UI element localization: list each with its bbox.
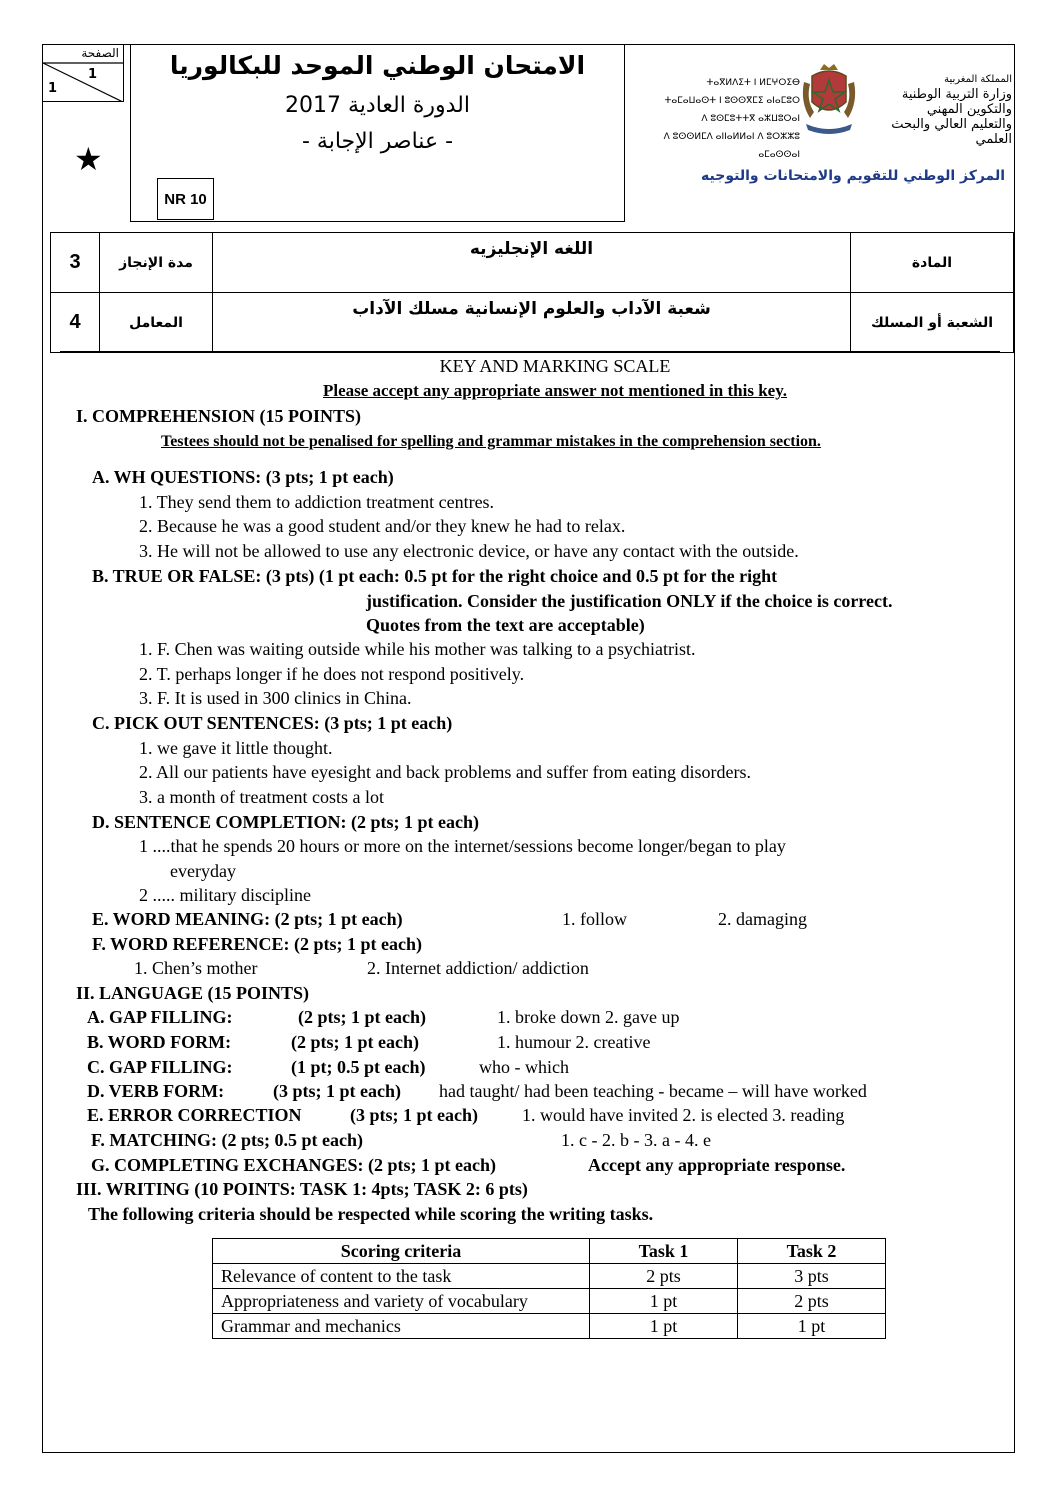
word-reference-answer: 1. Chen’s mother: [134, 958, 258, 978]
sentence-completion-heading: D. SENTENCE COMPLETION: (2 pts; 1 pt each): [92, 812, 480, 832]
word-form-answers: 1. humour 2. creative: [497, 1032, 651, 1052]
exam-info-table: [50, 232, 1014, 353]
table-cell: 1 pt: [590, 1314, 738, 1339]
error-correction-heading: E. ERROR CORRECTION: [87, 1105, 302, 1125]
table-row: [213, 1264, 886, 1289]
list-item: 3. F. It is used in 300 clinics in China.: [139, 688, 412, 708]
word-meaning-heading: E. WORD MEANING: (2 pts; 1 pt each): [92, 909, 403, 929]
table-cell: 1 pt: [738, 1314, 886, 1339]
gap-filling-answers: 1. broke down 2. gave up: [497, 1007, 680, 1027]
exam-code: NR 10: [157, 178, 214, 220]
exam-title: الامتحان الوطني الموحد للبكالوريا: [169, 51, 586, 80]
word-reference-answer: 2. Internet addiction/ addiction: [367, 958, 589, 978]
list-item: 2. All our patients have eyesight and back problems and suffer from eating disorders.: [139, 762, 752, 782]
comprehension-note: Testees should not be penalised for spelling and grammar mistakes in the comprehension section.: [161, 433, 821, 450]
matching-heading: F. MATCHING: (2 pts; 0.5 pt each): [91, 1130, 363, 1150]
duration-label: مدة الإنجاز: [100, 233, 213, 293]
list-item: 3. a month of treatment costs a lot: [139, 787, 384, 807]
page-label: الصفحة: [81, 46, 119, 60]
page-number-box: [42, 44, 124, 102]
pick-out-heading: C. PICK OUT SENTENCES: (3 pts; 1 pt each): [92, 713, 453, 733]
true-false-heading: B. TRUE OR FALSE: (3 pts) (1 pt each: 0.5 pt for the right choice and 0.5 pt for the right: [92, 566, 778, 586]
list-item: 2. Because he was a good student and/or they knew he had to relax.: [139, 516, 626, 536]
key-title: KEY AND MARKING SCALE: [439, 356, 671, 376]
coefficient-value: 4: [51, 293, 100, 353]
list-item: 1. F. Chen was waiting outside while his mother was talking to a psychiatrist.: [139, 639, 696, 659]
subject-label: المادة: [851, 233, 1014, 293]
matching-answers: 1. c - 2. b - 3. a - 4. e: [561, 1130, 711, 1150]
error-correction-answers: 1. would have invited 2. is elected 3. reading: [522, 1105, 845, 1125]
table-cell: 3 pts: [738, 1264, 886, 1289]
list-item: 1. we gave it little thought.: [139, 738, 333, 758]
table-header: Scoring criteria: [213, 1239, 590, 1264]
subject-value: اللغه الإنجليزيه: [213, 233, 851, 293]
ministry-name: المملكة المغربية وزارة التربية الوطنية والتكوين المهني والتعليم العالي والبحث العلمي: [891, 74, 1012, 147]
error-correction-points: (3 pts; 1 pt each): [350, 1105, 478, 1125]
gap-filling-2-points: (1 pt; 0.5 pt each): [291, 1057, 426, 1077]
word-meaning-answer: 1. follow: [562, 909, 627, 929]
wh-questions-heading: A. WH QUESTIONS: (3 pts; 1 pt each): [92, 467, 394, 487]
divider: [60, 351, 1000, 353]
exam-session: الدورة العادية 2017: [285, 93, 470, 118]
writing-note: The following criteria should be respected while scoring the writing tasks.: [88, 1204, 654, 1224]
tifinagh-text: ⵜⴰⴳⵍⴷⵉⵜ ⵏ ⵍⵎⵖⵔⵉⴱ ⵜⴰⵎⴰⵡⴰⵙⵜ ⵏ ⵓⵙⵙⴳⵎⵉ ⴰⵏⴰⵎⵓⵔ ⴷ ⵓⵙⵎⵓⵜⵜⴳ ⴰⵣⵡⵓⵔⴰⵏ ⴷ ⵓⵙⵙⵍⵎⴷ ⴰⵏⵏⴰⵍⵍⴰⵏ ⴷ ⵓⵔⵣⵣⵓ ⴰⵎⴰⵙⵙⴰⵏ: [663, 78, 800, 160]
star-icon: ★: [74, 140, 103, 178]
list-item: 2 ..... military discipline: [139, 885, 311, 905]
table-cell: 2 pts: [738, 1289, 886, 1314]
scoring-criteria-table: [212, 1238, 886, 1339]
table-cell: Grammar and mechanics: [213, 1314, 590, 1339]
exam-subtitle: - عناصر الإجابة -: [301, 129, 454, 154]
list-item: 1. They send them to addiction treatment centres.: [139, 492, 495, 512]
true-false-heading-cont: Quotes from the text are acceptable): [366, 615, 645, 635]
list-item: 1 ....that he spends 20 hours or more on the internet/sessions become longer/began to play: [139, 836, 786, 856]
coat-of-arms-icon: [798, 62, 860, 138]
word-reference-heading: F. WORD REFERENCE: (2 pts; 1 pt each): [92, 934, 423, 954]
list-item: 3. He will not be allowed to use any electronic device, or have any contact with the outside.: [139, 541, 799, 561]
table-cell: Appropriateness and variety of vocabulary: [213, 1289, 590, 1314]
verb-form-points: (3 pts; 1 pt each): [273, 1081, 401, 1101]
key-note: Please accept any appropriate answer not mentioned in this key.: [322, 381, 788, 400]
table-cell: 2 pts: [590, 1264, 738, 1289]
list-item: 2. T. perhaps longer if he does not respond positively.: [139, 664, 525, 684]
gap-filling-heading: A. GAP FILLING:: [87, 1007, 233, 1027]
evaluation-center-name: المركز الوطني للتقويم والامتحانات والتوجيه: [701, 168, 1005, 184]
section-comprehension-heading: I. COMPREHENSION (15 POINTS): [76, 406, 362, 426]
completing-exchanges-answer: Accept any appropriate response.: [588, 1155, 846, 1175]
section-writing-heading: III. WRITING (10 POINTS: TASK 1: 4pts; TASK 2: 6 pts): [76, 1179, 528, 1199]
branch-label: الشعبة أو المسلك: [851, 293, 1014, 353]
gap-filling-2-answers: who - which: [479, 1057, 569, 1077]
table-row: [213, 1314, 886, 1339]
completing-exchanges-heading: G. COMPLETING EXCHANGES: (2 pts; 1 pt each): [91, 1155, 497, 1175]
section-language-heading: II. LANGUAGE (15 POINTS): [76, 983, 310, 1003]
table-header: Task 1: [590, 1239, 738, 1264]
word-form-points: (2 pts; 1 pt each): [291, 1032, 419, 1052]
list-item-cont: everyday: [170, 861, 236, 881]
gap-filling-2-heading: C. GAP FILLING:: [87, 1057, 233, 1077]
page-current: 1: [88, 67, 98, 82]
word-form-heading: B. WORD FORM:: [87, 1032, 232, 1052]
table-header: Task 2: [738, 1239, 886, 1264]
table-row: [213, 1289, 886, 1314]
gap-filling-points: (2 pts; 1 pt each): [298, 1007, 426, 1027]
duration-value: 3: [51, 233, 100, 293]
page-total: 1: [48, 81, 58, 96]
verb-form-answers: had taught/ had been teaching - became – will have worked: [439, 1081, 867, 1101]
word-meaning-answer: 2. damaging: [718, 909, 807, 929]
table-cell: Relevance of content to the task: [213, 1264, 590, 1289]
verb-form-heading: D. VERB FORM:: [87, 1081, 225, 1101]
coefficient-label: المعامل: [100, 293, 213, 353]
true-false-heading-cont: justification. Consider the justification ONLY if the choice is correct.: [366, 591, 893, 611]
table-header-row: [213, 1239, 886, 1264]
branch-value: شعبة الآداب والعلوم الإنسانية مسلك الآداب: [213, 293, 851, 353]
table-cell: 1 pt: [590, 1289, 738, 1314]
